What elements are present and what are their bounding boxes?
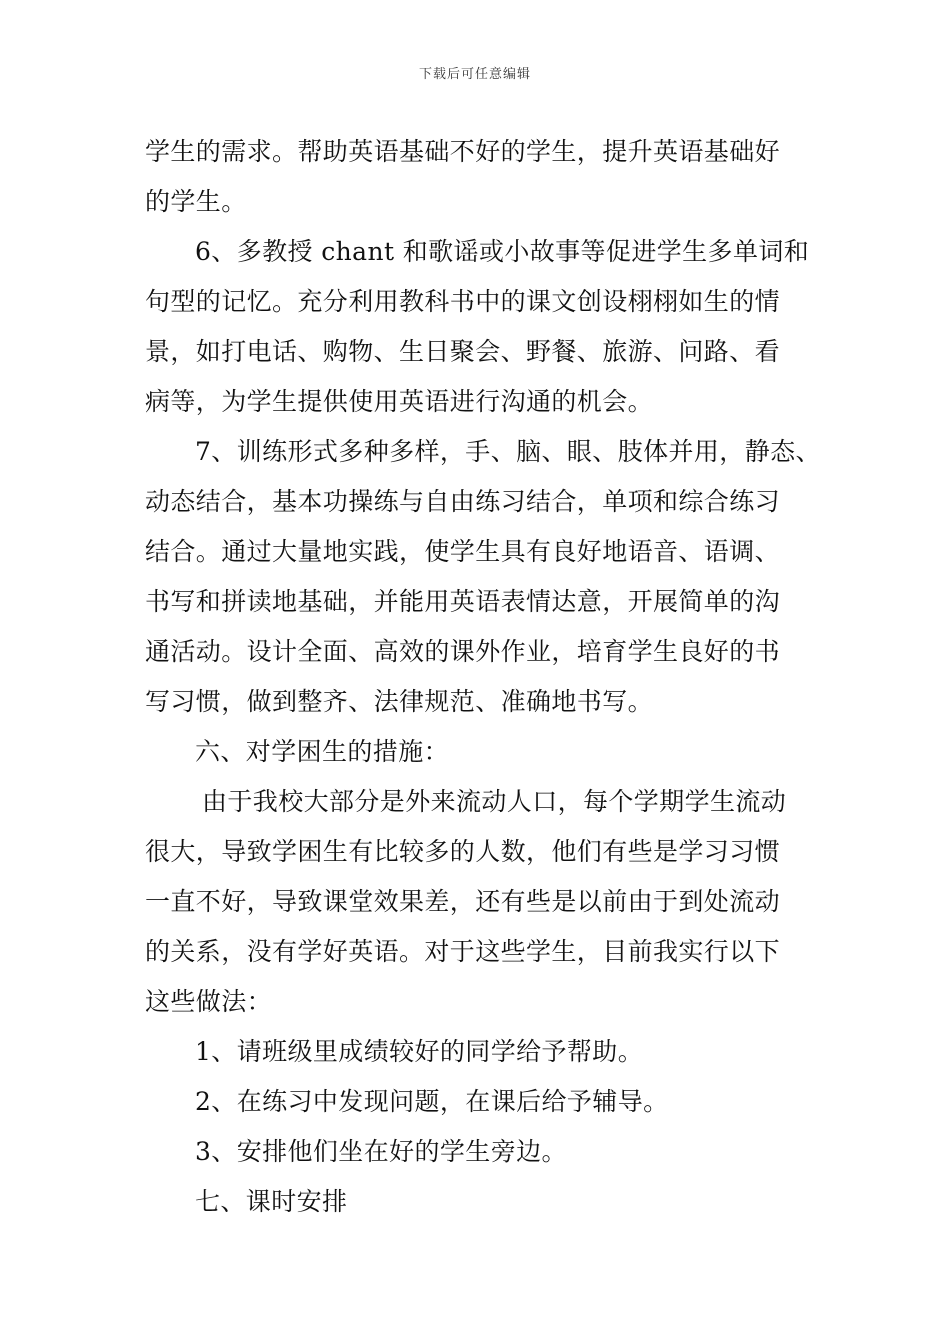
text-line: 病等，为学生提供使用英语进行沟通的机会。 <box>145 387 654 416</box>
paragraph-continuation <box>145 127 825 227</box>
text-line: 这些做法： <box>145 987 273 1016</box>
text-line: 3、安排他们坐在好的学生旁边。 <box>195 1137 567 1166</box>
text-line: 2、在练习中发现问题，在课后给予辅导。 <box>195 1087 669 1116</box>
page-header: 下载后可任意编辑 <box>418 67 531 82</box>
text-line: 一直不好，导致课堂效果差，还有些是以前由于到处流动 <box>145 887 781 916</box>
text-line: 很大，导致学困生有比较多的人数，他们有些是学习习惯 <box>145 837 781 866</box>
text-line: 书写和拼读地基础，并能用英语表情达意，开展简单的沟 <box>145 587 781 616</box>
text-line: 7、训练形式多种多样，手、脑、眼、肢体并用，静态、 <box>195 437 821 466</box>
section-heading-6 <box>145 727 825 777</box>
text-line: 由于我校大部分是外来流动人口，每个学期学生流动 <box>202 787 787 816</box>
text-line: 的关系，没有学好英语。对于这些学生，目前我实行以下 <box>145 937 781 966</box>
list-item-3 <box>145 1127 825 1177</box>
paragraph-item-7 <box>145 427 825 727</box>
text-line: 景，如打电话、购物、生日聚会、野餐、旅游、问路、看 <box>145 337 781 366</box>
text-line: 学生的需求。帮助英语基础不好的学生，提升英语基础好 <box>145 137 781 166</box>
text-line: 句型的记忆。充分利用教科书中的课文创设栩栩如生的情 <box>145 287 781 316</box>
section-heading: 六、对学困生的措施： <box>195 737 450 766</box>
list-item-2 <box>145 1077 825 1127</box>
text-line: 6、多教授 chant 和歌谣或小故事等促进学生多单词和 <box>195 237 810 266</box>
paragraph-body <box>145 777 825 1027</box>
paragraph-item-6 <box>145 227 825 427</box>
text-line: 写习惯，做到整齐、法律规范、准确地书写。 <box>145 687 654 716</box>
section-heading: 七、课时安排 <box>195 1187 348 1216</box>
text-line: 通活动。设计全面、高效的课外作业，培育学生良好的书 <box>145 637 781 666</box>
text-line: 的学生。 <box>145 187 247 216</box>
section-heading-7 <box>145 1177 825 1227</box>
text-line: 1、请班级里成绩较好的同学给予帮助。 <box>195 1037 644 1066</box>
document-body <box>145 127 825 1227</box>
text-line: 结合。通过大量地实践，使学生具有良好地语音、语调、 <box>145 537 781 566</box>
text-line: 动态结合，基本功操练与自由练习结合，单项和综合练习 <box>145 487 781 516</box>
list-item-1 <box>145 1027 825 1077</box>
